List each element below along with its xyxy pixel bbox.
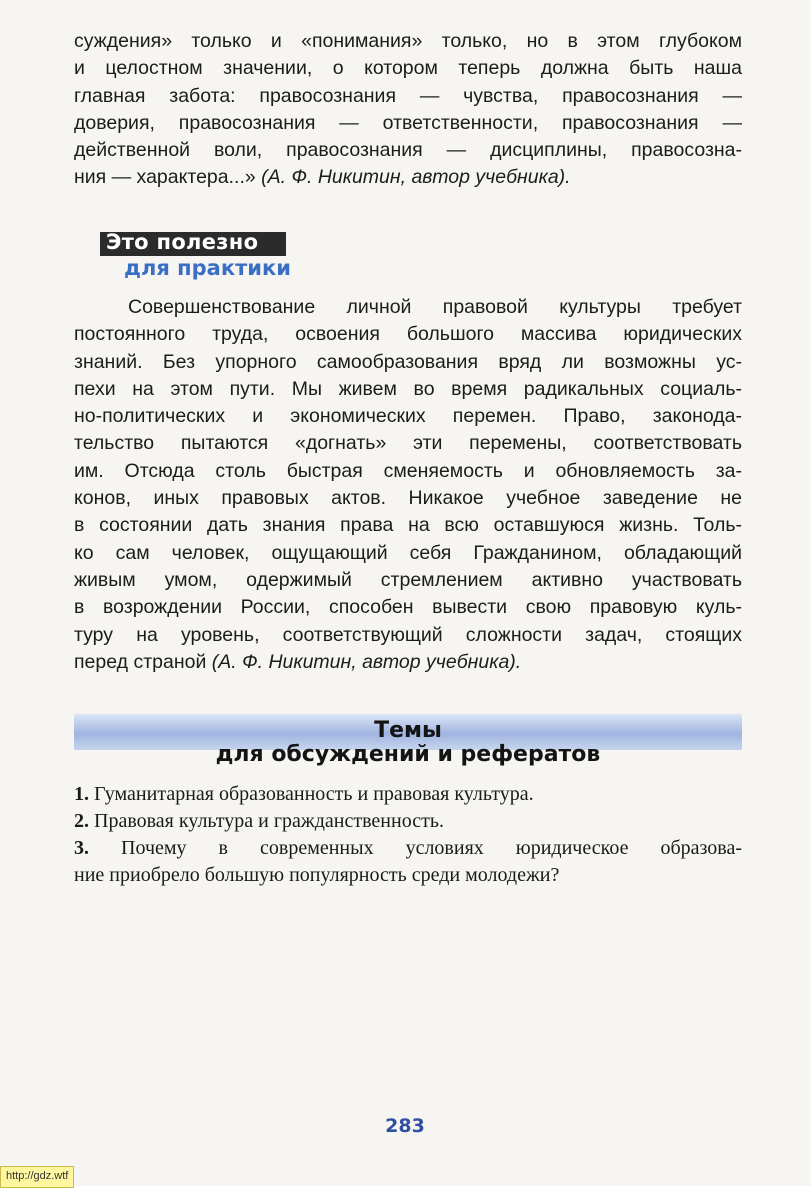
- topics-title-line2: для обсуждений и рефератов: [215, 742, 601, 767]
- practice-heading-subtitle: для практики: [124, 256, 291, 280]
- practice-line: но-политических и экономических перемен. Право, законода-: [74, 405, 742, 428]
- topic-item-3: [74, 835, 742, 889]
- practice-citation: (А. Ф. Никитин, автор учебника).: [211, 650, 522, 673]
- watermark-link[interactable]: http://gdz.wtf: [0, 1166, 74, 1188]
- intro-last-line: [74, 164, 742, 191]
- practice-line: живым умом, одержимый стремлением активно участвовать: [74, 568, 742, 591]
- practice-last-line: [74, 649, 742, 676]
- practice-line: знаний. Без упорного самообразования вряд ли возможны ус-: [74, 350, 742, 373]
- intro-line: действенной воли, правосознания — дисциплины, правосозна-: [74, 139, 742, 162]
- practice-line: им. Отсюда столь быстрая сменяемость и обновляемость за-: [74, 459, 742, 482]
- practice-line: в состоянии дать знания права на всю оставшуюся жизнь. Толь-: [74, 514, 742, 537]
- practice-line: пехи на этом пути. Мы живем во время радикальных социаль-: [74, 377, 742, 400]
- intro-paragraph: [74, 28, 742, 192]
- practice-line: конов, иных правовых актов. Никакое учебное заведение не: [74, 487, 742, 510]
- topic-number: 2.: [74, 810, 89, 832]
- topic-item-1: [74, 781, 742, 808]
- practice-line: ко сам человек, ощущающий себя Гражданином, обладающий: [74, 541, 742, 564]
- topic-number: 1.: [74, 783, 89, 805]
- topics-title-line1: Темы: [374, 718, 442, 743]
- practice-line: тельство пытаются «догнать» эти перемены, соответствовать: [74, 432, 742, 455]
- practice-last-text: перед страной: [74, 650, 212, 673]
- topic-text: Почему в современных условиях юридическое образова-: [121, 837, 743, 859]
- practice-paragraph: [74, 294, 742, 676]
- topic-item-2: [74, 808, 742, 835]
- intro-line: доверия, правосознания — ответственности, правосознания —: [74, 111, 742, 134]
- practice-heading-title: Это полезно: [106, 230, 259, 254]
- page-number: 283: [385, 1115, 425, 1137]
- topic-text: Гуманитарная образованность и правовая культура.: [94, 783, 534, 805]
- topic-text: Правовая культура и гражданственность.: [94, 810, 444, 832]
- intro-line: и целостном значении, о котором теперь должна быть наша: [74, 57, 742, 80]
- topic-number: 3.: [74, 837, 89, 859]
- intro-line: суждения» только и «понимания» только, но в этом глубоком: [74, 30, 742, 52]
- practice-line: в возрождении России, способен вывести свою правовую куль-: [74, 596, 742, 619]
- topic-text-cont: ние приобрело большую популярность среди молодежи?: [74, 864, 560, 886]
- intro-last-text: ния — характера...»: [74, 166, 262, 189]
- practice-line: постоянного труда, освоения большого массива юридических: [74, 323, 742, 346]
- practice-line: туру на уровень, соответствующий сложности задач, стоящих: [74, 623, 742, 646]
- practice-line: Совершенствование личной правовой культуры требует: [128, 296, 742, 318]
- intro-line: главная забота: правосознания — чувства, правосознания —: [74, 84, 742, 107]
- intro-citation: (А. Ф. Никитин, автор учебника).: [261, 166, 571, 189]
